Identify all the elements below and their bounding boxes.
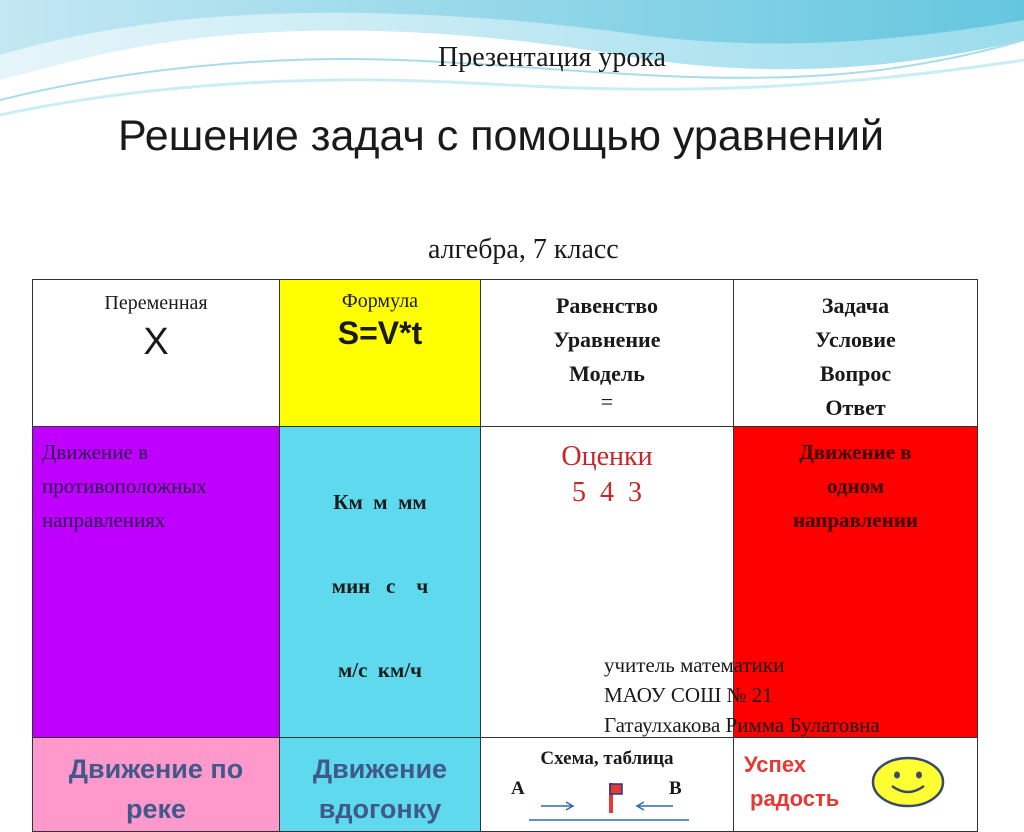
- same-direction-line: направлении: [792, 508, 919, 532]
- pursuit-line: вдогонку: [318, 794, 442, 824]
- grades-value: 5 4 3: [572, 477, 642, 508]
- presentation-label: Презентация урока: [438, 42, 666, 73]
- author-footer: [604, 650, 880, 740]
- smiley-icon: [870, 756, 946, 808]
- task-line: Вопрос: [819, 361, 892, 386]
- grades-label: Оценки: [561, 441, 653, 472]
- author-line: Гатаулхакова Римма Булатовна: [604, 713, 880, 737]
- cell-opposite-motion: [33, 427, 280, 738]
- point-a-label: А: [511, 778, 525, 799]
- author-line: учитель математики: [604, 653, 785, 677]
- cell-pursuit: [280, 738, 481, 832]
- success-line: Успех: [744, 752, 807, 777]
- river-line: Движение по: [68, 754, 244, 784]
- lesson-table: [32, 279, 978, 832]
- equation-line: Равенство: [555, 293, 659, 318]
- cell-units: [280, 427, 481, 738]
- cell-formula: [280, 280, 481, 427]
- page-title: Решение задач с помощью уравнений: [118, 112, 885, 160]
- scheme-diagram: [521, 774, 701, 826]
- opposite-line: Движение в: [42, 440, 148, 464]
- cell-variable: [33, 280, 280, 427]
- formula-label: Формула: [341, 290, 419, 312]
- opposite-line: направлениях: [42, 508, 166, 532]
- scheme-label: Схема, таблица: [540, 748, 674, 769]
- author-line: МАОУ СОШ № 21: [604, 683, 773, 707]
- river-line: реке: [125, 794, 187, 824]
- same-direction-line: одном: [826, 474, 885, 498]
- cell-equation: [481, 280, 734, 427]
- task-line: Условие: [815, 327, 896, 352]
- task-line: Задача: [821, 293, 890, 318]
- equation-line: Модель: [569, 361, 645, 386]
- cell-scheme: [481, 738, 734, 832]
- task-line: Ответ: [825, 395, 886, 420]
- subject-label: алгебра, 7 класс: [428, 234, 619, 265]
- variable-label: Переменная: [104, 292, 208, 314]
- pursuit-line: Движение: [312, 754, 448, 784]
- cell-task: [734, 280, 978, 427]
- units-line: м/с км/ч: [337, 658, 423, 682]
- formula-value: S=V*t: [337, 315, 423, 351]
- opposite-line: противоположных: [42, 474, 207, 498]
- variable-value: Х: [143, 321, 169, 363]
- equation-line: Уравнение: [553, 327, 661, 352]
- cell-river-motion: [33, 738, 280, 832]
- units-line: мин с ч: [331, 574, 429, 598]
- units-line: Км м мм: [333, 490, 427, 514]
- arrow-left-icon: [637, 802, 673, 810]
- same-direction-line: Движение в: [799, 440, 912, 464]
- flag-icon: [609, 783, 622, 813]
- equation-line: =: [600, 389, 614, 414]
- success-line: радость: [750, 786, 840, 811]
- arrow-right-icon: [541, 802, 573, 810]
- point-b-label: В: [669, 778, 682, 799]
- cell-success: [734, 738, 978, 832]
